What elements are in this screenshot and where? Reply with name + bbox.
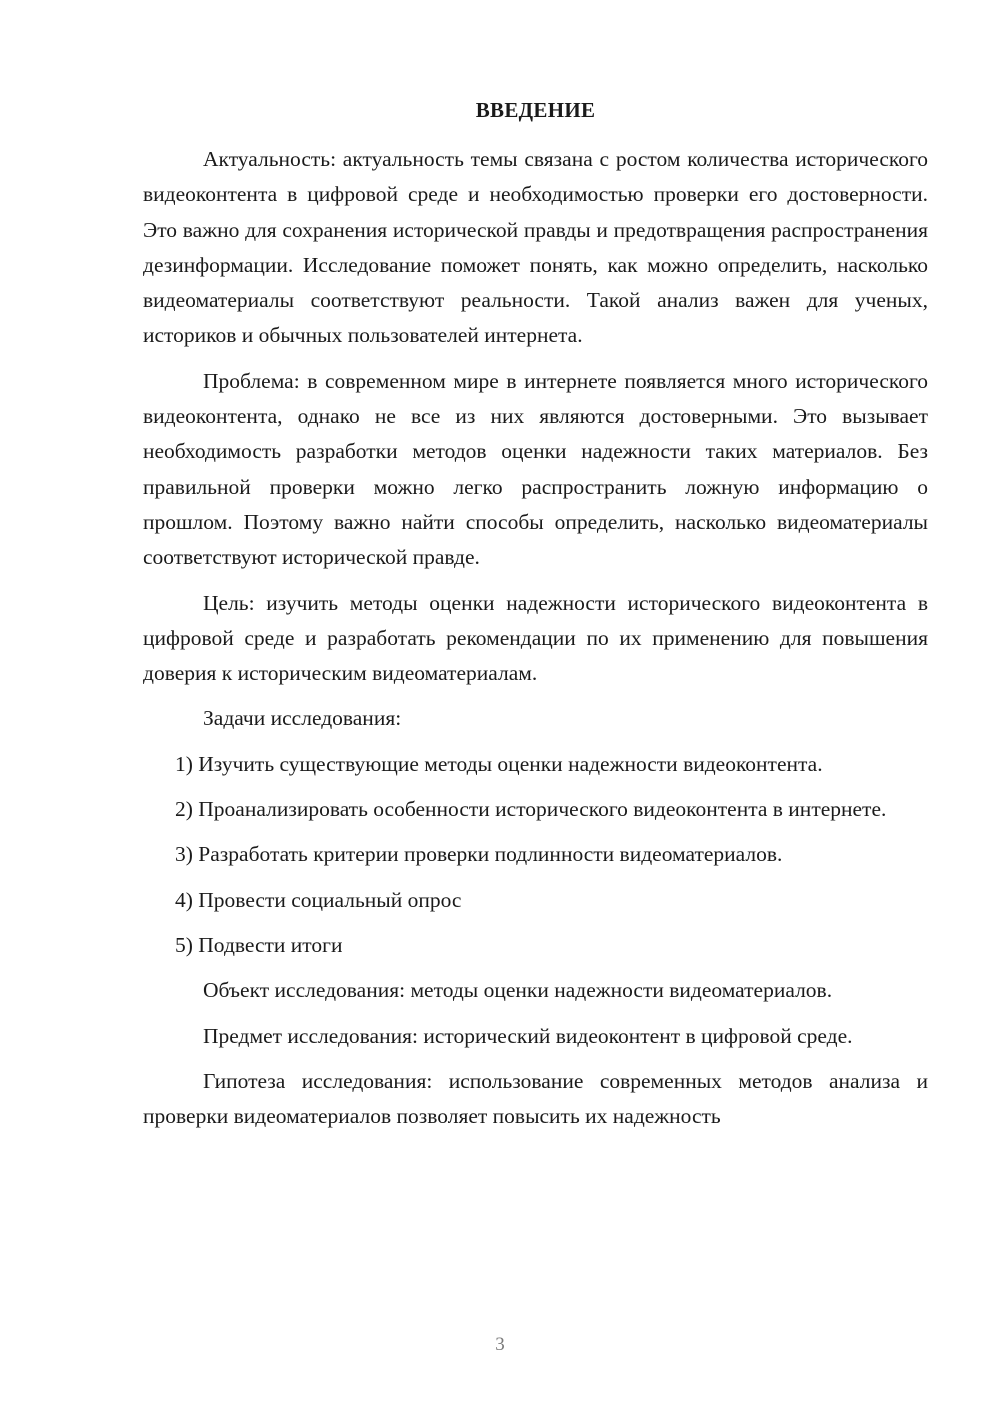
- task-item-4: 4) Провести социальный опрос: [175, 887, 462, 912]
- paragraph-goal: Цель: изучить методы оценки надежности исторического видеоконтента в цифровой среде и разработать рекомендации по их применению для повышения доверия к историческим видеоматериалам.: [143, 590, 928, 686]
- task-item-1: 1) Изучить существующие методы оценки надежности видеоконтента.: [175, 751, 823, 776]
- body-text: [143, 142, 928, 1144]
- page-number: 3: [495, 1334, 505, 1355]
- task-item-5: 5) Подвести итоги: [175, 932, 343, 957]
- task-item-3: 3) Разработать критерии проверки подлинности видеоматериалов.: [175, 842, 783, 867]
- paragraph-object: Объект исследования: методы оценки надежности видеоматериалов.: [203, 978, 833, 1003]
- paragraph-relevance: Актуальность: актуальность темы связана с ростом количества исторического видеоконтента в цифровой среде и необходимостью проверки его достоверности. Это важно для сохранения исторической правды и предотвращения распространения дезинформации. Исследование поможет понять, как можно определить, насколько видеоматериалы соответствуют реальности. Такой анализ важен для ученых, историков и обычных пользователей интернета.: [143, 147, 928, 348]
- paragraph-hypothesis: Гипотеза исследования: использование современных методов анализа и проверки видеоматериалов позволяет повысить их надежность: [143, 1068, 928, 1129]
- paragraph-problem: Проблема: в современном мире в интернете появляется много исторического видеоконтента, однако не все из них являются достоверными. Это вызывает необходимость разработки методов оценки надежности таких материалов. Без правильной проверки можно легко распространить ложную информацию о прошлом. Поэтому важно найти способы определить, насколько видеоматериалы соответствуют исторической правде.: [143, 368, 928, 570]
- section-title: ВВЕДЕНИЕ: [475, 98, 596, 122]
- paragraph-subject: Предмет исследования: исторический видеоконтент в цифровой среде.: [203, 1023, 853, 1048]
- task-item-2: 2) Проанализировать особенности исторического видеоконтента в интернете.: [175, 797, 887, 822]
- paragraph-tasks-heading: Задачи исследования:: [203, 706, 402, 731]
